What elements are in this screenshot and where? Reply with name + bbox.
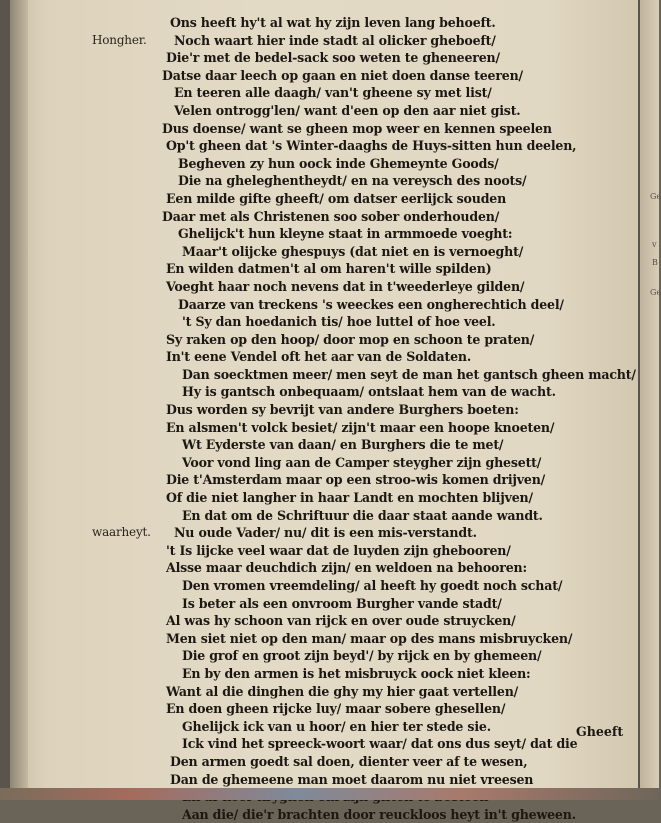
verse-text: Dus worden sy bevrijt van andere Burghers boeten: [166, 402, 519, 418]
text-line [10, 278, 638, 296]
verse-text: Den armen goedt sal doen, dienter veer af te wesen, [170, 753, 528, 769]
verse-text: Wt Eyderste van daan/ en Burghers die te met/ [182, 437, 504, 453]
verse-text: 't Sy dan hoedanich tis/ hoe luttel of hoe veel. [182, 314, 496, 330]
marginal-note: Hongher. [92, 32, 147, 47]
text-line [10, 313, 638, 331]
verse-text: Begheven zy hun oock inde Ghemeynte Goods/ [178, 155, 499, 171]
text-line [10, 366, 638, 384]
verse-text: Velen ontrogg'len/ want d'een op den aar niet gist. [174, 102, 521, 118]
verse-text: Een milde gifte gheeft/ om datser eerlijck souden [166, 190, 507, 206]
verse-text: Daar met als Christenen soo sober onderhouden/ [162, 208, 500, 224]
verse-text: En wilden datmen't al om haren't wille spilden) [166, 261, 492, 277]
text-line [10, 14, 638, 32]
edge-fragment: Ge [650, 288, 661, 297]
marginal-note: waarheyt. [92, 525, 151, 540]
text-line [10, 771, 638, 789]
text-line [10, 683, 638, 701]
text-line [10, 471, 638, 489]
text-line [10, 155, 638, 173]
text-line [10, 419, 638, 437]
verse-text: Voeght haar noch nevens dat in t'weederleye gilden/ [166, 278, 525, 294]
verse-text: Nu oude Vader/ nu/ dit is een mis-verstandt. [174, 525, 477, 541]
text-line [10, 753, 638, 771]
text-line [10, 401, 638, 419]
verse-text: 't Is lijcke veel waar dat de luyden zijn ghebooren/ [166, 542, 511, 558]
verse-text: Op't gheen dat 's Winter-daaghs de Huys-sitten hun deelen, [166, 138, 577, 154]
verse-text: Noch waart hier inde stadt al olicker gheboeft/ [174, 32, 496, 48]
text-line [10, 172, 638, 190]
verse-text: Ons heeft hy't al wat hy zijn leven lang behoeft. [170, 15, 496, 30]
text-line [10, 190, 638, 208]
verse-text: Voor vond ling aan de Camper steygher zijn ghesett/ [182, 454, 542, 470]
text-line [10, 243, 638, 261]
text-line [10, 120, 638, 138]
text-line [10, 489, 638, 507]
verse-text: Dan soecktmen meer/ men seyt de man het gantsch gheen macht/ [182, 366, 636, 382]
text-line [10, 507, 638, 525]
verse-text: Die na gheleghentheydt/ en na vereysch des noots/ [178, 173, 527, 189]
verse-text: Aan die/ die'r brachten door reuckloos heyt in't gheween. [182, 806, 576, 822]
text-line [10, 49, 638, 67]
text-line [10, 735, 638, 753]
edge-fragment: B [652, 258, 658, 267]
verse-text: Ghelijck ick van u hoor/ en hier ter stede sie. [182, 718, 491, 734]
verse-text: Want al die dinghen die ghy my hier gaat vertellen/ [166, 683, 519, 699]
text-line [10, 260, 638, 278]
text-line [10, 806, 638, 823]
verse-text: En doen gheen rijcke luy/ maar sobere ghesellen/ [166, 701, 506, 717]
edge-fragment: Ge [650, 192, 661, 201]
verse-text: Die t'Amsterdam maar op een stroo-wis komen drijven/ [166, 472, 546, 488]
verse-text: Sy raken op den hoop/ door mop en schoon te praten/ [166, 331, 535, 347]
text-block [10, 14, 638, 823]
text-line [10, 647, 638, 665]
text-line [10, 102, 638, 120]
verse-text: Is beter als een onvroom Burgher vande stadt/ [182, 595, 502, 611]
text-line [10, 331, 638, 349]
text-line [10, 137, 638, 155]
verse-text: Men siet niet op den man/ maar op des mans misbruycken/ [166, 630, 573, 646]
verse-text: En alsmen't volck besiet/ zijn't maar een hoope knoeten/ [166, 419, 555, 435]
verse-text: Alsse maar deuchdich zijn/ en weldoen na behooren: [166, 560, 527, 576]
verse-text: In't eene Vendel oft het aar van de Soldaten. [166, 349, 472, 365]
verse-text: Of die niet langher in haar Landt en mochten blijven/ [166, 490, 533, 506]
text-line [10, 436, 638, 454]
text-line [10, 348, 638, 366]
verse-text: Den vromen vreemdeling/ al heeft hy goedt noch schat/ [182, 578, 563, 593]
verse-text: Maar't olijcke ghespuys (dat niet en is vernoeght/ [182, 243, 524, 259]
adjacent-page-edge [640, 0, 659, 800]
verse-text: Daarze van treckens 's weeckes een ongherechtich deel/ [178, 296, 564, 312]
verse-text: Die'r met de bedel-sack soo weten te gheneeren/ [166, 50, 500, 66]
text-line [10, 84, 638, 102]
verse-text: Dan de ghemeene man moet daarom nu niet vreesen [170, 771, 534, 787]
text-line [10, 296, 638, 314]
verse-text: Al was hy schoon van rijck en over oude struycken/ [166, 613, 516, 629]
text-line [10, 718, 638, 736]
book-page [10, 0, 638, 822]
text-line [10, 67, 638, 85]
verse-text: Ghelijck't hun kleyne staat in armmoede voeght: [178, 226, 513, 242]
edge-fragment: v [652, 240, 657, 249]
text-line [10, 700, 638, 718]
text-line [10, 383, 638, 401]
catchword: Gheeft [576, 724, 624, 739]
verse-text: Die grof en groot zijn beyd'/ by rijck en by ghemeen/ [182, 648, 542, 664]
text-line [10, 577, 638, 595]
text-line [10, 208, 638, 226]
text-line [10, 559, 638, 577]
text-line [10, 612, 638, 630]
verse-text: Datse daar leech op gaan en niet doen danse teeren/ [162, 67, 523, 83]
text-line [10, 595, 638, 613]
text-line [10, 542, 638, 560]
text-line [10, 524, 638, 542]
verse-text: Ick vind het spreeck-woort waar/ dat ons dus seyt/ dat die [182, 736, 578, 752]
text-line [10, 454, 638, 472]
text-line [10, 665, 638, 683]
verse-text: En by den armen is het misbruyck oock niet kleen: [182, 665, 531, 681]
verse-text: Hy is gantsch onbequaam/ ontslaat hem van de wacht. [182, 384, 556, 400]
text-line [10, 630, 638, 648]
text-line [10, 225, 638, 243]
bottom-binding-strip [0, 788, 659, 800]
text-line [10, 32, 638, 50]
verse-text: En teeren alle daagh/ van't gheene sy met list/ [174, 85, 492, 101]
verse-text: Dus doense/ want se gheen mop weer en kennen speelen [162, 120, 552, 136]
verse-text: En dat om de Schriftuur die daar staat aande wandt. [182, 507, 543, 523]
